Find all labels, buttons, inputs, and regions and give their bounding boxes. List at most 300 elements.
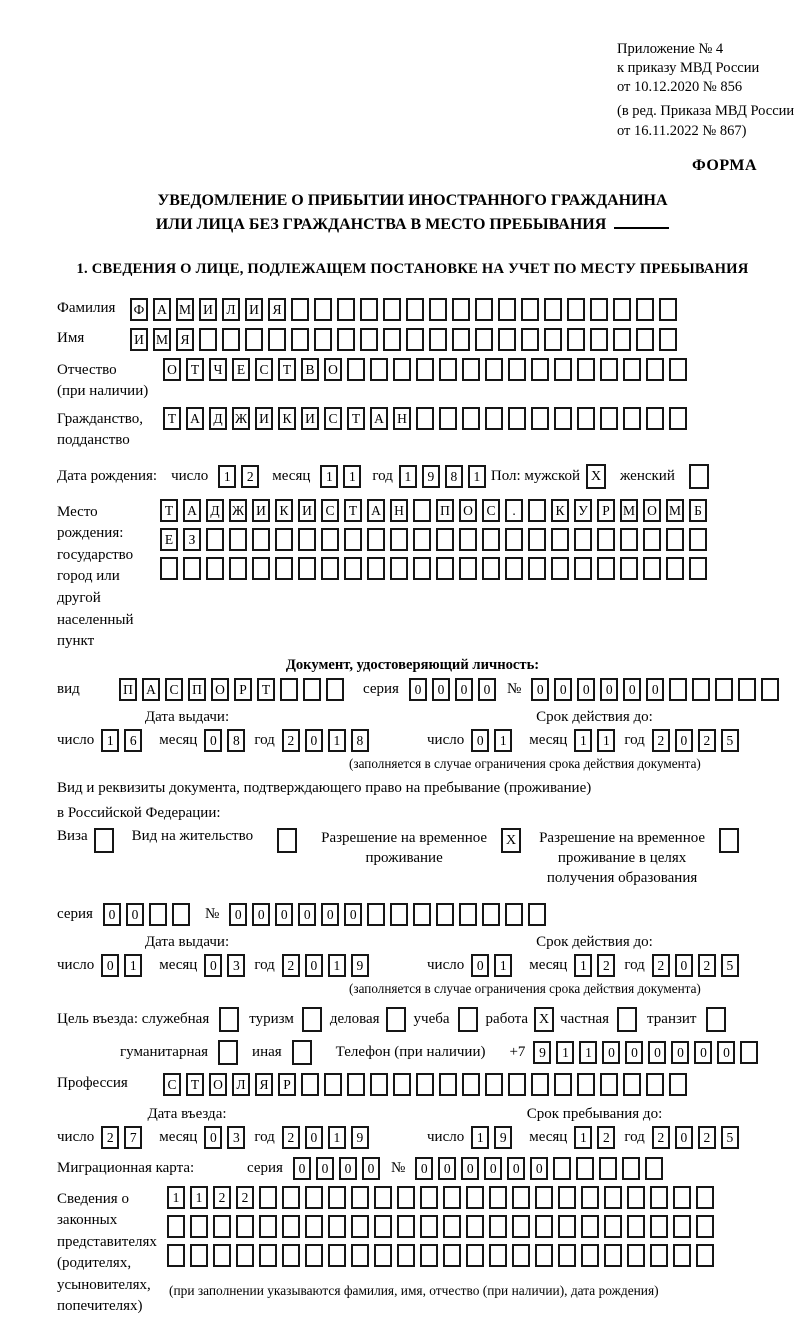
form-cell[interactable]: 0 bbox=[204, 729, 222, 752]
form-cell[interactable]: 0 bbox=[362, 1157, 380, 1180]
form-cell[interactable] bbox=[466, 1186, 484, 1209]
form-cell[interactable]: С bbox=[165, 678, 183, 701]
sex-male-checkbox[interactable]: X bbox=[586, 464, 606, 489]
form-cell[interactable]: 0 bbox=[623, 678, 641, 701]
form-cell[interactable]: 1 bbox=[494, 954, 512, 977]
form-cell[interactable] bbox=[669, 1073, 687, 1096]
form-cell[interactable]: К bbox=[551, 499, 569, 522]
form-cell[interactable] bbox=[351, 1215, 369, 1238]
form-cell[interactable] bbox=[646, 407, 664, 430]
form-cell[interactable]: Т bbox=[344, 499, 362, 522]
form-cell[interactable]: 0 bbox=[554, 678, 572, 701]
form-cell[interactable] bbox=[482, 528, 500, 551]
study-checkbox[interactable] bbox=[458, 1007, 478, 1032]
form-cell[interactable]: 1 bbox=[218, 465, 236, 488]
form-cell[interactable] bbox=[229, 528, 247, 551]
form-cell[interactable]: И bbox=[245, 298, 263, 321]
form-cell[interactable] bbox=[149, 903, 167, 926]
form-cell[interactable]: 1 bbox=[579, 1041, 597, 1064]
form-cell[interactable] bbox=[259, 1244, 277, 1267]
form-cell[interactable]: 0 bbox=[455, 678, 473, 701]
form-cell[interactable]: 0 bbox=[229, 903, 247, 926]
form-cell[interactable]: 0 bbox=[675, 729, 693, 752]
form-cell[interactable] bbox=[443, 1215, 461, 1238]
form-cell[interactable] bbox=[623, 1073, 641, 1096]
form-cell[interactable] bbox=[627, 1186, 645, 1209]
form-cell[interactable]: И bbox=[252, 499, 270, 522]
form-cell[interactable]: 2 bbox=[597, 954, 615, 977]
form-cell[interactable]: 0 bbox=[602, 1041, 620, 1064]
form-cell[interactable] bbox=[666, 557, 684, 580]
form-cell[interactable]: 1 bbox=[328, 729, 346, 752]
form-cell[interactable] bbox=[413, 528, 431, 551]
form-cell[interactable] bbox=[390, 528, 408, 551]
form-cell[interactable]: 0 bbox=[305, 954, 323, 977]
form-cell[interactable] bbox=[459, 557, 477, 580]
form-cell[interactable] bbox=[190, 1244, 208, 1267]
tourism-checkbox[interactable] bbox=[302, 1007, 322, 1032]
form-cell[interactable] bbox=[252, 528, 270, 551]
form-cell[interactable] bbox=[528, 528, 546, 551]
form-cell[interactable] bbox=[590, 328, 608, 351]
form-cell[interactable]: 0 bbox=[415, 1157, 433, 1180]
form-cell[interactable] bbox=[599, 1157, 617, 1180]
form-cell[interactable]: Д bbox=[206, 499, 224, 522]
form-cell[interactable] bbox=[436, 557, 454, 580]
form-cell[interactable] bbox=[282, 1244, 300, 1267]
form-cell[interactable] bbox=[337, 298, 355, 321]
form-cell[interactable] bbox=[259, 1215, 277, 1238]
form-cell[interactable]: 9 bbox=[351, 954, 369, 977]
form-cell[interactable]: 1 bbox=[320, 465, 338, 488]
form-cell[interactable] bbox=[436, 903, 454, 926]
form-cell[interactable] bbox=[321, 557, 339, 580]
form-cell[interactable] bbox=[627, 1244, 645, 1267]
form-cell[interactable]: 0 bbox=[126, 903, 144, 926]
form-cell[interactable] bbox=[275, 557, 293, 580]
form-cell[interactable]: 0 bbox=[675, 1126, 693, 1149]
form-cell[interactable]: 8 bbox=[227, 729, 245, 752]
form-cell[interactable] bbox=[303, 678, 321, 701]
form-cell[interactable] bbox=[643, 557, 661, 580]
form-cell[interactable] bbox=[397, 1215, 415, 1238]
form-cell[interactable]: Ч bbox=[209, 358, 227, 381]
form-cell[interactable] bbox=[298, 557, 316, 580]
form-cell[interactable]: 0 bbox=[339, 1157, 357, 1180]
form-cell[interactable] bbox=[498, 298, 516, 321]
form-cell[interactable] bbox=[420, 1244, 438, 1267]
form-cell[interactable] bbox=[636, 298, 654, 321]
form-cell[interactable] bbox=[544, 328, 562, 351]
form-cell[interactable]: 7 bbox=[124, 1126, 142, 1149]
sex-female-checkbox[interactable] bbox=[689, 464, 709, 489]
form-cell[interactable] bbox=[390, 903, 408, 926]
form-cell[interactable] bbox=[646, 358, 664, 381]
temp-residence-edu-checkbox[interactable] bbox=[719, 828, 739, 853]
form-cell[interactable] bbox=[190, 1215, 208, 1238]
residence-permit-checkbox[interactable] bbox=[277, 828, 297, 853]
form-cell[interactable]: 1 bbox=[343, 465, 361, 488]
form-cell[interactable]: И bbox=[298, 499, 316, 522]
form-cell[interactable]: 3 bbox=[227, 954, 245, 977]
form-cell[interactable]: И bbox=[301, 407, 319, 430]
form-cell[interactable]: 1 bbox=[190, 1186, 208, 1209]
form-cell[interactable]: П bbox=[436, 499, 454, 522]
form-cell[interactable] bbox=[627, 1215, 645, 1238]
form-cell[interactable] bbox=[459, 528, 477, 551]
form-cell[interactable]: И bbox=[130, 328, 148, 351]
form-cell[interactable] bbox=[622, 1157, 640, 1180]
form-cell[interactable] bbox=[669, 407, 687, 430]
form-cell[interactable]: 0 bbox=[438, 1157, 456, 1180]
form-cell[interactable] bbox=[183, 557, 201, 580]
form-cell[interactable] bbox=[623, 358, 641, 381]
form-cell[interactable] bbox=[328, 1186, 346, 1209]
form-cell[interactable] bbox=[393, 358, 411, 381]
form-cell[interactable] bbox=[558, 1215, 576, 1238]
form-cell[interactable] bbox=[439, 407, 457, 430]
form-cell[interactable] bbox=[581, 1244, 599, 1267]
form-cell[interactable] bbox=[347, 358, 365, 381]
form-cell[interactable] bbox=[581, 1186, 599, 1209]
form-cell[interactable]: 0 bbox=[298, 903, 316, 926]
form-cell[interactable] bbox=[475, 328, 493, 351]
form-cell[interactable]: 0 bbox=[478, 678, 496, 701]
form-cell[interactable]: 0 bbox=[530, 1157, 548, 1180]
form-cell[interactable]: П bbox=[119, 678, 137, 701]
form-cell[interactable]: Ж bbox=[229, 499, 247, 522]
form-cell[interactable]: 1 bbox=[574, 1126, 592, 1149]
form-cell[interactable] bbox=[590, 298, 608, 321]
form-cell[interactable]: 1 bbox=[468, 465, 486, 488]
form-cell[interactable] bbox=[505, 528, 523, 551]
form-cell[interactable] bbox=[462, 1073, 480, 1096]
form-cell[interactable]: Р bbox=[278, 1073, 296, 1096]
form-cell[interactable] bbox=[489, 1244, 507, 1267]
form-cell[interactable] bbox=[374, 1244, 392, 1267]
business-checkbox[interactable] bbox=[386, 1007, 406, 1032]
form-cell[interactable] bbox=[370, 358, 388, 381]
form-cell[interactable]: 8 bbox=[351, 729, 369, 752]
form-cell[interactable]: С bbox=[482, 499, 500, 522]
form-cell[interactable] bbox=[466, 1215, 484, 1238]
form-cell[interactable] bbox=[439, 358, 457, 381]
form-cell[interactable] bbox=[600, 1073, 618, 1096]
form-cell[interactable] bbox=[413, 499, 431, 522]
form-cell[interactable]: 1 bbox=[556, 1041, 574, 1064]
form-cell[interactable]: 0 bbox=[484, 1157, 502, 1180]
form-cell[interactable] bbox=[531, 1073, 549, 1096]
form-cell[interactable] bbox=[275, 528, 293, 551]
form-cell[interactable] bbox=[367, 557, 385, 580]
form-cell[interactable] bbox=[740, 1041, 758, 1064]
form-cell[interactable] bbox=[597, 528, 615, 551]
form-cell[interactable] bbox=[439, 1073, 457, 1096]
form-cell[interactable]: 0 bbox=[305, 729, 323, 752]
form-cell[interactable] bbox=[413, 903, 431, 926]
form-cell[interactable] bbox=[554, 1073, 572, 1096]
form-cell[interactable]: 0 bbox=[471, 954, 489, 977]
form-cell[interactable] bbox=[167, 1244, 185, 1267]
form-cell[interactable]: С bbox=[324, 407, 342, 430]
form-cell[interactable]: О bbox=[211, 678, 229, 701]
form-cell[interactable] bbox=[508, 358, 526, 381]
form-cell[interactable]: Ф bbox=[130, 298, 148, 321]
form-cell[interactable] bbox=[620, 528, 638, 551]
form-cell[interactable]: К bbox=[278, 407, 296, 430]
form-cell[interactable]: 0 bbox=[321, 903, 339, 926]
form-cell[interactable] bbox=[673, 1215, 691, 1238]
form-cell[interactable] bbox=[328, 1215, 346, 1238]
form-cell[interactable] bbox=[567, 328, 585, 351]
form-cell[interactable] bbox=[429, 298, 447, 321]
form-cell[interactable]: 8 bbox=[445, 465, 463, 488]
form-cell[interactable] bbox=[314, 298, 332, 321]
form-cell[interactable]: 2 bbox=[236, 1186, 254, 1209]
form-cell[interactable]: 1 bbox=[399, 465, 417, 488]
temp-residence-checkbox[interactable]: X bbox=[501, 828, 521, 853]
form-cell[interactable] bbox=[696, 1186, 714, 1209]
form-cell[interactable] bbox=[600, 407, 618, 430]
form-cell[interactable] bbox=[383, 298, 401, 321]
form-cell[interactable]: С bbox=[163, 1073, 181, 1096]
form-cell[interactable]: О bbox=[163, 358, 181, 381]
form-cell[interactable] bbox=[554, 358, 572, 381]
form-cell[interactable] bbox=[305, 1215, 323, 1238]
form-cell[interactable] bbox=[344, 528, 362, 551]
form-cell[interactable]: 9 bbox=[494, 1126, 512, 1149]
form-cell[interactable] bbox=[650, 1215, 668, 1238]
form-cell[interactable]: 2 bbox=[282, 1126, 300, 1149]
form-cell[interactable]: 2 bbox=[213, 1186, 231, 1209]
form-cell[interactable] bbox=[416, 407, 434, 430]
form-cell[interactable] bbox=[528, 499, 546, 522]
form-cell[interactable]: 0 bbox=[507, 1157, 525, 1180]
form-cell[interactable]: 0 bbox=[316, 1157, 334, 1180]
form-cell[interactable]: М bbox=[620, 499, 638, 522]
form-cell[interactable]: Е bbox=[160, 528, 178, 551]
form-cell[interactable] bbox=[321, 528, 339, 551]
form-cell[interactable]: 0 bbox=[204, 954, 222, 977]
form-cell[interactable]: 0 bbox=[675, 954, 693, 977]
form-cell[interactable] bbox=[452, 328, 470, 351]
form-cell[interactable] bbox=[551, 528, 569, 551]
form-cell[interactable]: 5 bbox=[721, 1126, 739, 1149]
form-cell[interactable]: 0 bbox=[103, 903, 121, 926]
form-cell[interactable] bbox=[298, 528, 316, 551]
form-cell[interactable]: Т bbox=[347, 407, 365, 430]
form-cell[interactable]: 0 bbox=[471, 729, 489, 752]
form-cell[interactable]: 0 bbox=[577, 678, 595, 701]
form-cell[interactable] bbox=[462, 407, 480, 430]
form-cell[interactable]: 3 bbox=[227, 1126, 245, 1149]
form-cell[interactable]: . bbox=[505, 499, 523, 522]
form-cell[interactable] bbox=[489, 1186, 507, 1209]
form-cell[interactable]: 2 bbox=[282, 954, 300, 977]
form-cell[interactable]: Я bbox=[268, 298, 286, 321]
form-cell[interactable]: Е bbox=[232, 358, 250, 381]
form-cell[interactable] bbox=[167, 1215, 185, 1238]
form-cell[interactable] bbox=[459, 903, 477, 926]
form-cell[interactable] bbox=[646, 1073, 664, 1096]
form-cell[interactable] bbox=[406, 328, 424, 351]
form-cell[interactable] bbox=[512, 1244, 530, 1267]
form-cell[interactable] bbox=[597, 557, 615, 580]
form-cell[interactable] bbox=[738, 678, 756, 701]
form-cell[interactable]: 1 bbox=[471, 1126, 489, 1149]
form-cell[interactable] bbox=[666, 528, 684, 551]
form-cell[interactable]: А bbox=[370, 407, 388, 430]
form-cell[interactable]: Т bbox=[257, 678, 275, 701]
form-cell[interactable] bbox=[521, 328, 539, 351]
form-cell[interactable] bbox=[436, 528, 454, 551]
form-cell[interactable]: К bbox=[275, 499, 293, 522]
form-cell[interactable]: 2 bbox=[652, 954, 670, 977]
form-cell[interactable] bbox=[236, 1215, 254, 1238]
form-cell[interactable]: Н bbox=[390, 499, 408, 522]
form-cell[interactable]: 0 bbox=[461, 1157, 479, 1180]
form-cell[interactable]: У bbox=[574, 499, 592, 522]
form-cell[interactable] bbox=[172, 903, 190, 926]
form-cell[interactable]: О bbox=[209, 1073, 227, 1096]
form-cell[interactable] bbox=[512, 1215, 530, 1238]
form-cell[interactable]: Р bbox=[234, 678, 252, 701]
form-cell[interactable]: А bbox=[183, 499, 201, 522]
form-cell[interactable] bbox=[482, 557, 500, 580]
form-cell[interactable] bbox=[213, 1215, 231, 1238]
form-cell[interactable] bbox=[413, 557, 431, 580]
form-cell[interactable] bbox=[696, 1244, 714, 1267]
form-cell[interactable] bbox=[280, 678, 298, 701]
form-cell[interactable] bbox=[374, 1186, 392, 1209]
form-cell[interactable] bbox=[498, 328, 516, 351]
form-cell[interactable]: М bbox=[176, 298, 194, 321]
form-cell[interactable]: 1 bbox=[167, 1186, 185, 1209]
form-cell[interactable]: 0 bbox=[531, 678, 549, 701]
form-cell[interactable] bbox=[160, 557, 178, 580]
form-cell[interactable] bbox=[577, 1073, 595, 1096]
other-checkbox[interactable] bbox=[292, 1040, 312, 1065]
form-cell[interactable]: 2 bbox=[241, 465, 259, 488]
form-cell[interactable] bbox=[604, 1244, 622, 1267]
form-cell[interactable]: Т bbox=[160, 499, 178, 522]
form-cell[interactable] bbox=[485, 407, 503, 430]
form-cell[interactable]: 9 bbox=[422, 465, 440, 488]
form-cell[interactable]: З bbox=[183, 528, 201, 551]
form-cell[interactable]: Т bbox=[163, 407, 181, 430]
form-cell[interactable] bbox=[574, 557, 592, 580]
form-cell[interactable] bbox=[643, 528, 661, 551]
form-cell[interactable] bbox=[535, 1215, 553, 1238]
form-cell[interactable] bbox=[206, 528, 224, 551]
form-cell[interactable] bbox=[282, 1215, 300, 1238]
form-cell[interactable] bbox=[673, 1186, 691, 1209]
form-cell[interactable] bbox=[558, 1186, 576, 1209]
form-cell[interactable]: 0 bbox=[694, 1041, 712, 1064]
form-cell[interactable]: Л bbox=[232, 1073, 250, 1096]
form-cell[interactable] bbox=[420, 1215, 438, 1238]
form-cell[interactable]: Т bbox=[278, 358, 296, 381]
form-cell[interactable]: Я bbox=[255, 1073, 273, 1096]
form-cell[interactable]: О bbox=[459, 499, 477, 522]
form-cell[interactable]: 1 bbox=[101, 729, 119, 752]
form-cell[interactable] bbox=[692, 678, 710, 701]
form-cell[interactable]: 0 bbox=[252, 903, 270, 926]
form-cell[interactable] bbox=[452, 298, 470, 321]
form-cell[interactable] bbox=[367, 903, 385, 926]
form-cell[interactable] bbox=[229, 557, 247, 580]
form-cell[interactable] bbox=[531, 358, 549, 381]
form-cell[interactable]: И bbox=[255, 407, 273, 430]
form-cell[interactable]: 0 bbox=[305, 1126, 323, 1149]
form-cell[interactable]: 1 bbox=[574, 954, 592, 977]
form-cell[interactable] bbox=[416, 1073, 434, 1096]
form-cell[interactable] bbox=[659, 328, 677, 351]
form-cell[interactable] bbox=[521, 298, 539, 321]
transit-checkbox[interactable] bbox=[706, 1007, 726, 1032]
form-cell[interactable] bbox=[367, 528, 385, 551]
form-cell[interactable]: 2 bbox=[652, 1126, 670, 1149]
form-cell[interactable] bbox=[659, 298, 677, 321]
form-cell[interactable] bbox=[669, 678, 687, 701]
form-cell[interactable]: 0 bbox=[101, 954, 119, 977]
form-cell[interactable] bbox=[623, 407, 641, 430]
form-cell[interactable] bbox=[347, 1073, 365, 1096]
form-cell[interactable] bbox=[645, 1157, 663, 1180]
form-cell[interactable]: 0 bbox=[409, 678, 427, 701]
form-cell[interactable] bbox=[508, 407, 526, 430]
work-checkbox[interactable]: X bbox=[534, 1007, 554, 1032]
form-cell[interactable] bbox=[485, 358, 503, 381]
form-cell[interactable] bbox=[305, 1186, 323, 1209]
form-cell[interactable] bbox=[374, 1215, 392, 1238]
form-cell[interactable] bbox=[574, 528, 592, 551]
form-cell[interactable]: О bbox=[643, 499, 661, 522]
form-cell[interactable] bbox=[567, 298, 585, 321]
form-cell[interactable] bbox=[528, 903, 546, 926]
form-cell[interactable]: А bbox=[367, 499, 385, 522]
form-cell[interactable] bbox=[604, 1215, 622, 1238]
form-cell[interactable] bbox=[282, 1186, 300, 1209]
form-cell[interactable] bbox=[544, 298, 562, 321]
form-cell[interactable] bbox=[370, 1073, 388, 1096]
form-cell[interactable]: А bbox=[142, 678, 160, 701]
form-cell[interactable]: 0 bbox=[671, 1041, 689, 1064]
form-cell[interactable]: 5 bbox=[721, 954, 739, 977]
form-cell[interactable] bbox=[291, 328, 309, 351]
form-cell[interactable] bbox=[650, 1186, 668, 1209]
form-cell[interactable] bbox=[485, 1073, 503, 1096]
form-cell[interactable]: 5 bbox=[721, 729, 739, 752]
form-cell[interactable] bbox=[397, 1244, 415, 1267]
form-cell[interactable] bbox=[443, 1244, 461, 1267]
form-cell[interactable] bbox=[489, 1215, 507, 1238]
form-cell[interactable] bbox=[512, 1186, 530, 1209]
form-cell[interactable] bbox=[383, 328, 401, 351]
form-cell[interactable] bbox=[199, 328, 217, 351]
form-cell[interactable]: 0 bbox=[293, 1157, 311, 1180]
form-cell[interactable]: 9 bbox=[351, 1126, 369, 1149]
form-cell[interactable] bbox=[715, 678, 733, 701]
form-cell[interactable] bbox=[508, 1073, 526, 1096]
form-cell[interactable] bbox=[535, 1244, 553, 1267]
form-cell[interactable]: 1 bbox=[328, 1126, 346, 1149]
form-cell[interactable]: Б bbox=[689, 499, 707, 522]
form-cell[interactable]: 1 bbox=[124, 954, 142, 977]
form-cell[interactable] bbox=[324, 1073, 342, 1096]
form-cell[interactable] bbox=[636, 328, 654, 351]
form-cell[interactable] bbox=[259, 1186, 277, 1209]
